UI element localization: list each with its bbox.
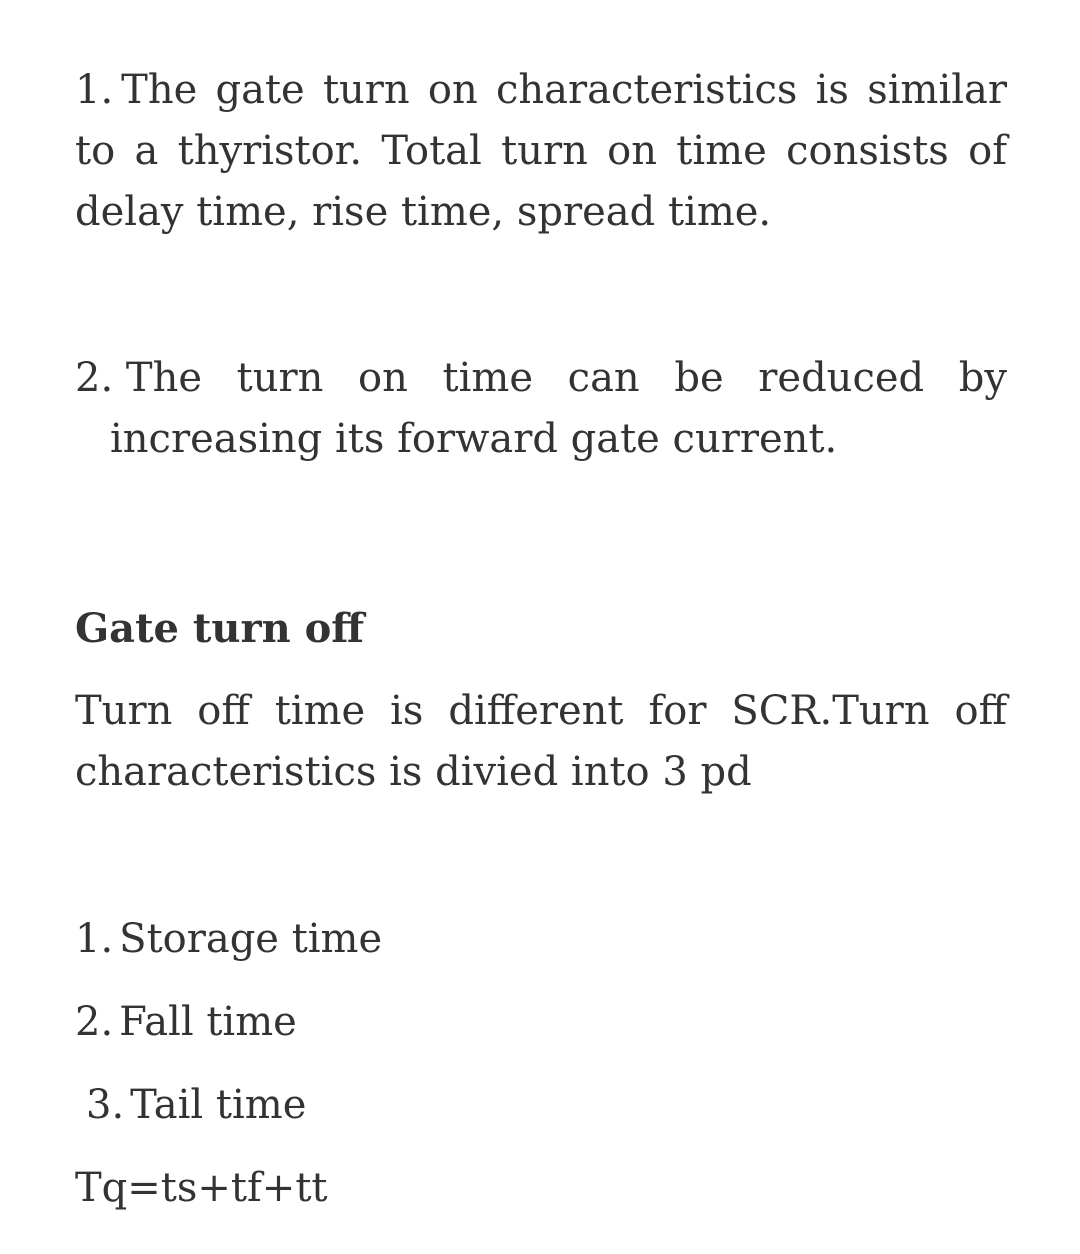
section-heading: Gate turn off: [75, 605, 365, 652]
word: time: [442, 355, 534, 401]
list-number: 3.: [86, 1082, 125, 1128]
word: reduced: [758, 355, 925, 401]
list-number: 2.: [75, 999, 114, 1045]
item-text: The gate turn on characteristics is similar to a thyristor. Total turn on time consists of delay time, rise time, spread time.: [75, 67, 1007, 235]
word: turn: [236, 355, 324, 401]
list-number-and-word: [75, 348, 202, 409]
period-label: Fall time: [119, 999, 297, 1045]
formula: Tq=ts+tf+tt: [75, 1165, 328, 1211]
word: can: [567, 355, 640, 401]
word: The: [125, 355, 203, 401]
word: on: [358, 355, 408, 401]
period-item: [75, 997, 297, 1047]
list-number: 1.: [75, 916, 114, 962]
turn-on-item-1: [75, 60, 1007, 243]
word: by: [958, 355, 1007, 401]
period-label: Tail time: [130, 1082, 307, 1128]
period-item: [86, 1080, 306, 1130]
section-paragraph: Turn off time is different for SCR.Turn off characteristics is divied into 3 pd: [75, 688, 1007, 795]
period-item: [75, 914, 382, 964]
word: be: [674, 355, 724, 401]
list-number: 1.: [75, 67, 114, 113]
item-line-1: [75, 348, 1007, 409]
item-line-2: increasing its forward gate current.: [110, 416, 838, 462]
list-number: 2.: [75, 355, 114, 401]
turn-on-item-2: [75, 348, 1007, 470]
period-label: Storage time: [119, 916, 383, 962]
